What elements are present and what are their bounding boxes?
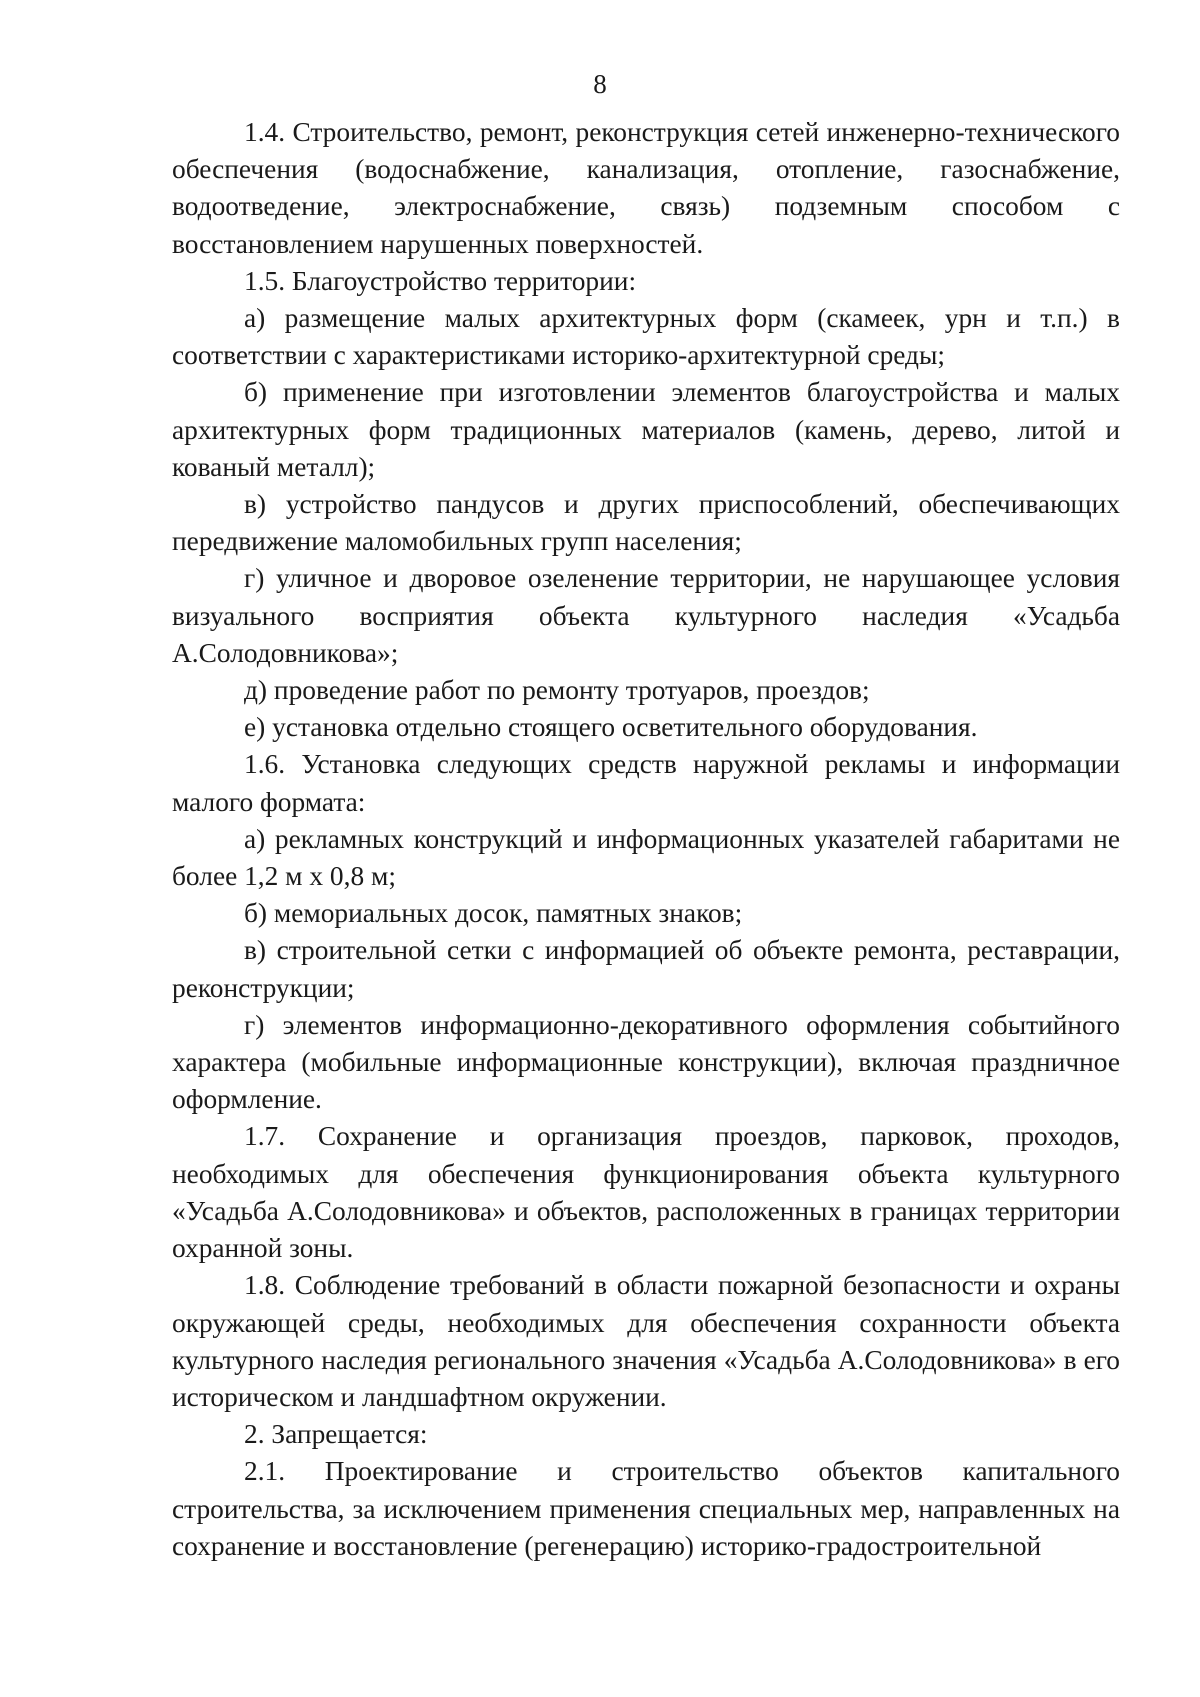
paragraph-1-4: 1.4. Строительство, ремонт, реконструкция сетей инженерно-технического обеспечения (водоснабжение, канализация, отопление, газоснабжение, водоотведение, электроснабжение, связь) подземным способом с восстановлением нарушенных поверхностей.: [172, 117, 1120, 259]
paragraph-1-6-v: в) строительной сетки с информацией об объекте ремонта, реставрации, реконструкции;: [172, 935, 1120, 1003]
page-number: 8: [593, 69, 607, 99]
paragraph-1-6-b: б) мемориальных досок, памятных знаков;: [244, 898, 743, 929]
paragraph-1-5-g: г) уличное и дворовое озеленение территории, не нарушающее условия визуального восприятия объекта культурного наследия «Усадьба А.Солодовникова»;: [172, 563, 1120, 668]
paragraph-1-6: 1.6. Установка следующих средств наружной рекламы и информации малого формата:: [172, 749, 1120, 817]
paragraph-1-5-d: д) проведение работ по ремонту тротуаров, проездов;: [244, 675, 870, 706]
paragraph-1-5-b: б) применение при изготовлении элементов благоустройства и малых архитектурных форм традиционных материалов (камень, дерево, литой и кованый металл);: [172, 377, 1120, 482]
document-body: [172, 114, 1120, 1565]
paragraph-1-5-a: а) размещение малых архитектурных форм (скамеек, урн и т.п.) в соответствии с характеристиками историко-архитектурной среды;: [172, 303, 1120, 371]
paragraph-1-5-v: в) устройство пандусов и других приспособлений, обеспечивающих передвижение маломобильных групп населения;: [172, 489, 1120, 557]
paragraph-1-5-e: е) установка отдельно стоящего осветительного оборудования.: [244, 712, 978, 743]
paragraph-2-1: 2.1. Проектирование и строительство объектов капитального строительства, за исключением применения специальных мер, направленных на сохранение и восстановление (регенерацию) историко-градостроительной: [172, 1456, 1120, 1561]
paragraph-1-6-g: г) элементов информационно-декоративного оформления событийного характера (мобильные информационные конструкции), включая праздничное оформление.: [172, 1009, 1120, 1115]
paragraph-1-8: 1.8. Соблюдение требований в области пожарной безопасности и охраны окружающей среды, необходимых для обеспечения сохранности объекта культурного наследия регионального значения «Усадьба А.Солодовникова» в его историческом и ландшафтном окружении.: [172, 1270, 1120, 1412]
paragraph-1-5: 1.5. Благоустройство территории:: [244, 265, 637, 296]
paragraph-1-6-a: а) рекламных конструкций и информационных указателей габаритами не более 1,2 м х 0,8 м;: [172, 823, 1120, 892]
paragraph-2: 2. Запрещается:: [244, 1419, 428, 1450]
paragraph-1-7: 1.7. Сохранение и организация проездов, парковок, проходов, необходимых для обеспечения функционирования объекта культурного «Усадьба А.Солодовникова» и объектов, расположенных в границах территории охранной зоны.: [172, 1121, 1120, 1264]
